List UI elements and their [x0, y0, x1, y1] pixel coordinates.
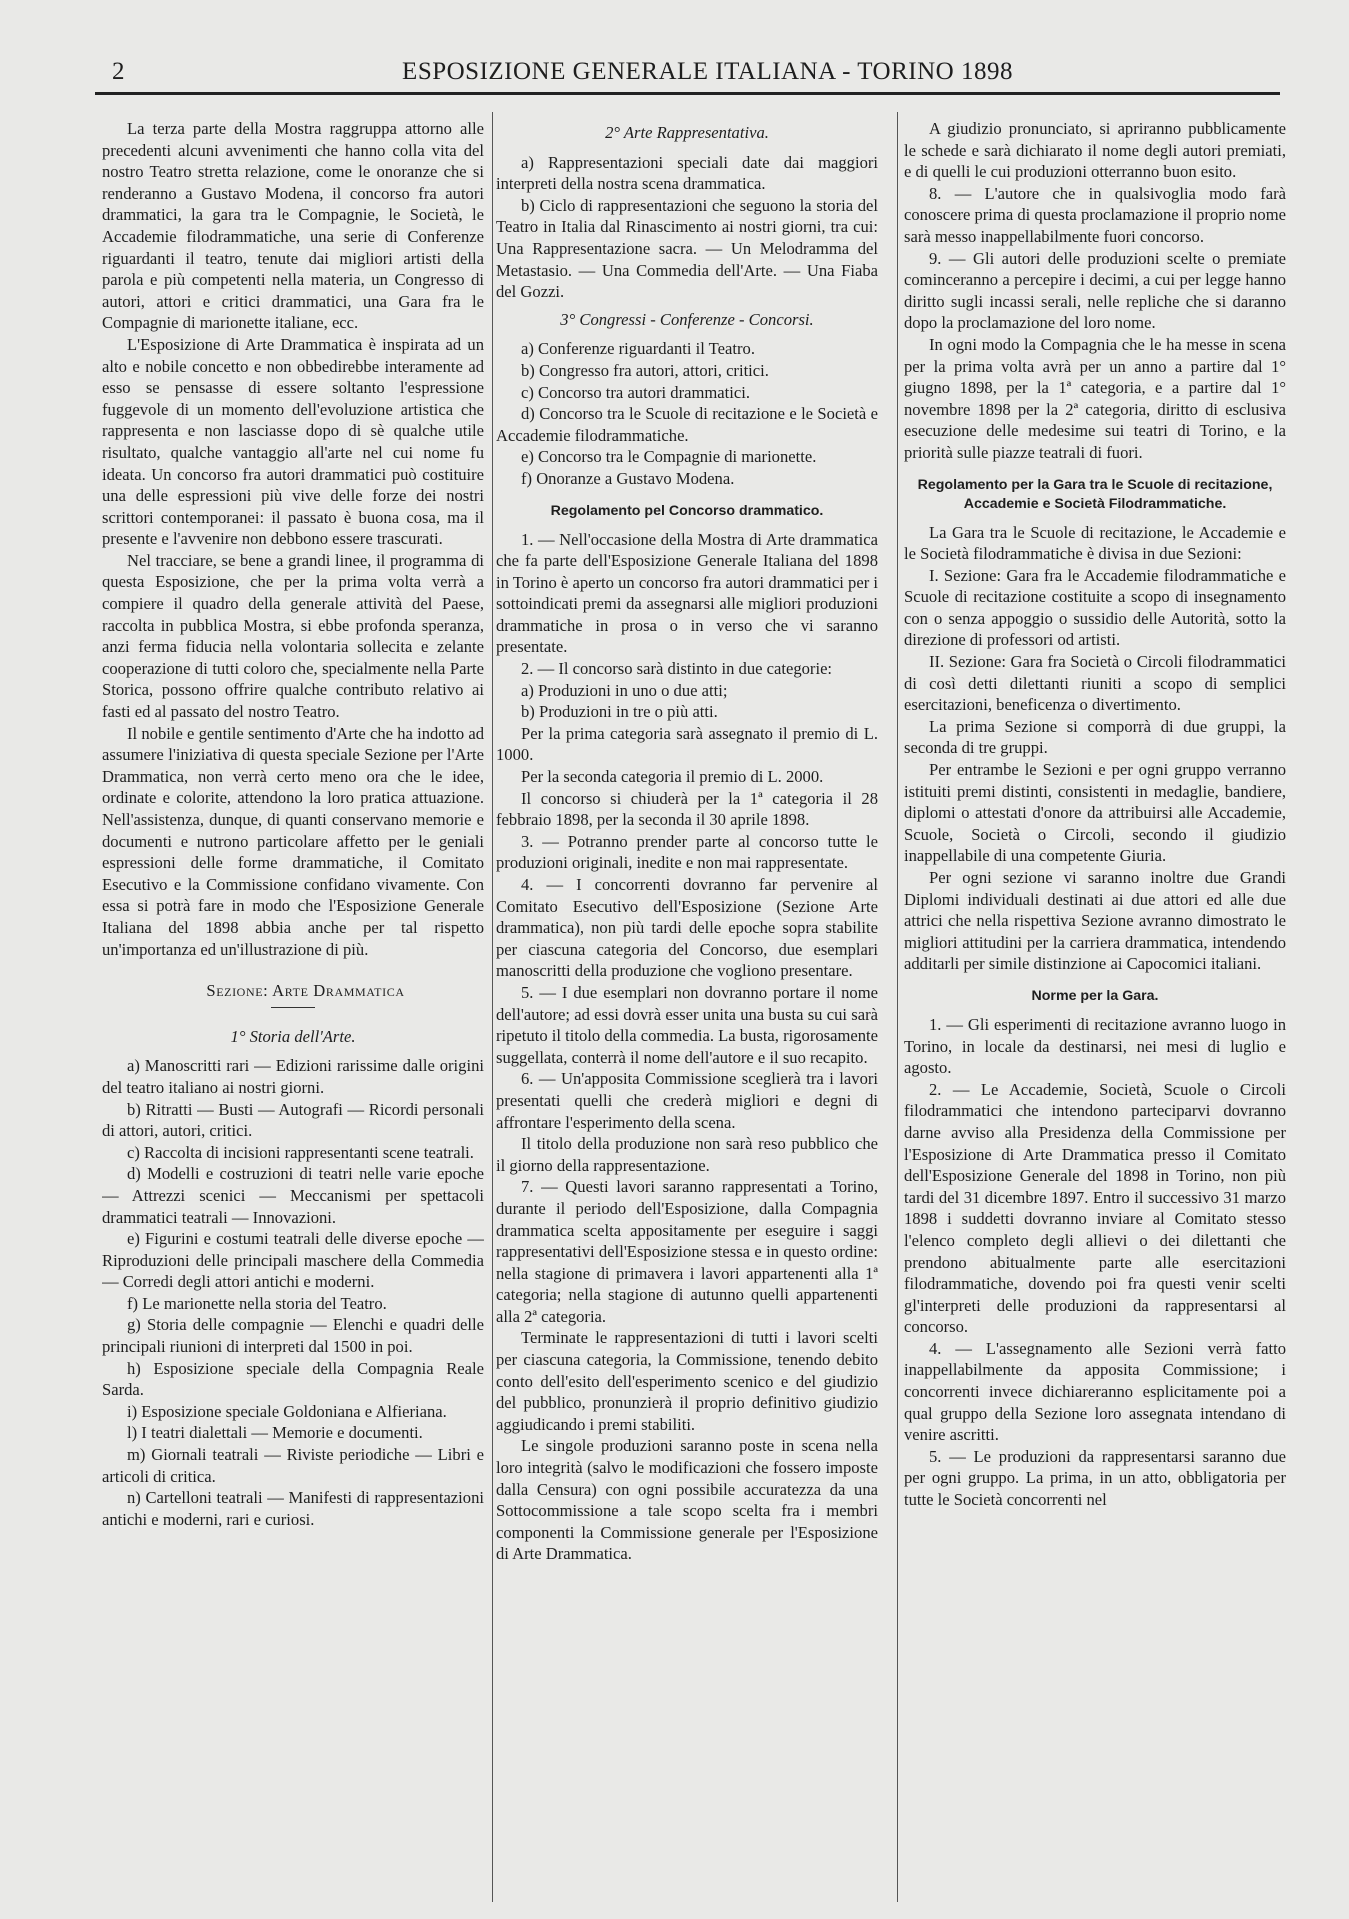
paragraph: Il titolo della produzione non sarà reso pubblico che il giorno della rappresentazione. [496, 1134, 878, 1175]
paragraph: La terza parte della Mostra raggruppa attorno alle precedenti alcuni avvenimenti che hanno colla vita del nostro Teatro stretta relazione, come le onoranze che si renderanno a Gustavo Modena, il concorso fra autori drammatici, la gara tra le Compagnie, le Società, le Accademie filodrammatiche, una serie di Conferenze riguardanti il teatro, tenute dai migliori artisti della parola e più competenti nella materia, un Congresso di autori, attori e critici drammatici, una Gara fra le Compagnie di marionette italiane, ecc. [102, 119, 484, 333]
paragraph: Per la prima categoria sarà assegnato il premio di L. 1000. [496, 723, 878, 765]
list-item: f) Onoranze a Gustavo Modena. [521, 468, 735, 488]
paragraph: Per ogni sezione vi saranno inoltre due Grandi Diplomi individuali destinati ai due attori ed alle due attrici che nella rispettiva Sezione avranno dimostrato le migliori attitudini per la carriera drammatica, intendendo additarli per simile distinzione ai Capocomici italiani. [904, 868, 1286, 974]
paragraph: 6. — Un'apposita Commissione sceglierà tra i lavori presentati quelli che crederà migliori e degni di affrontare l'esperimento della scena. [496, 1069, 878, 1132]
section-heading: Regolamento pel Concorso drammatico. [550, 502, 824, 519]
paragraph: In ogni modo la Compagnia che le ha messe in scena per la prima volta avrà per un anno a partire dal 1° giugno 1898, per la 1ª categoria, e a partire dal 1° novembre 1898 per la 2ª categoria, diritto di esclusiva esecuzione delle medesime sui teatri di Torino, e la priorità sulle piazze teatrali di fuori. [904, 334, 1286, 462]
short-rule [271, 1007, 315, 1008]
paragraph: 3. — Potranno prender parte al concorso tutte le produzioni originali, inedite e non mai rappresentate. [496, 831, 878, 873]
list-item: g) Storia delle compagnie — Elenchi e quadri delle principali riunioni di interpreti dal 1500 in poi. [102, 1315, 484, 1357]
column-1 [102, 118, 484, 1898]
paragraph: Terminate le rappresentazioni di tutti i lavori scelti per ciascuna categoria, la Commissione, tenendo debito conto dell'esito dell'esperimento scenico e del giudizio del pubblico, pronunzierà il proprio definitivo giudizio aggiudicando i premi stabiliti. [496, 1328, 878, 1434]
paragraph: 2. — Il concorso sarà distinto in due categorie: [521, 659, 833, 679]
paragraph: 7. — Questi lavori saranno rappresentati a Torino, durante il periodo dell'Esposizione, dalla Compagnia drammatica scelta appositamente per eseguire i saggi rappresentativi dell'Esposizione stessa e in questo ordine: nella stagione di primavera i lavori appartenenti alla 1ª categoria; nella stagione di autunno quelli appartenenti alla 2ª categoria. [496, 1177, 878, 1326]
page-header [95, 50, 1280, 94]
paragraph: Per la seconda categoria il premio di L. 2000. [521, 767, 824, 787]
paragraph: A giudizio pronunciato, si apriranno pubblicamente le schede e sarà dichiarato il nome degli autori premiati, e di quelli le cui produzioni otterranno buon esito. [904, 119, 1286, 182]
paragraph: 8. — L'autore che in qualsivoglia modo farà conoscere prima di questa proclamazione il proprio nome sarà messo inappellabilmente fuori concorso. [904, 183, 1286, 246]
header-rule [95, 92, 1280, 95]
section-title: Sezione: Arte Drammatica [206, 981, 405, 1001]
list-item: d) Concorso tra le Scuole di recitazione e le Società e Accademie filodrammatiche. [496, 404, 878, 445]
paragraph: I. Sezione: Gara fra le Accademie filodrammatiche e Scuole di recitazione costituite a scopo di insegnamento con o senza appoggio o sussidio delle Autorità, sotto la direzione di professori od artisti. [904, 565, 1286, 650]
list-item: a) Conferenze riguardanti il Teatro. [521, 339, 755, 359]
list-item: i) Esposizione speciale Goldoniana e Alfieriana. [127, 1401, 447, 1421]
list-item: h) Esposizione speciale della Compagnia Reale Sarda. [102, 1358, 484, 1400]
paragraph: 4. — L'assegnamento alle Sezioni verrà fatto inappellabilmente da apposita Commissione; i concorrenti invece dichiareranno esplicitamente poi a qual gruppo della Sezione loro assegnata intendano di venire ascritti. [904, 1338, 1286, 1445]
paragraph: 1. — Gli esperimenti di recitazione avranno luogo in Torino, in locale da destinarsi, nei mesi di luglio e agosto. [904, 1014, 1286, 1078]
column-separator [492, 112, 493, 1902]
section-heading: Norme per la Gara. [1031, 987, 1159, 1004]
column-3 [904, 118, 1286, 1898]
list-item: m) Giornali teatrali — Riviste periodiche — Libri e articoli di critica. [102, 1445, 484, 1486]
subsection-title: 3° Congressi - Conferenze - Concorsi. [560, 309, 814, 329]
list-item: b) Ciclo di rappresentazioni che seguono la storia del Teatro in Italia dal Rinascimento ai nostri giorni, tra cui: Una Rappresentazione sacra. — Un Melodramma del Metastasio. — Una Commedia dell'Arte. — Una Fiaba del Gozzi. [496, 195, 878, 302]
paragraph: 2. — Le Accademie, Società, Scuole o Circoli filodrammatici che intendono parteciparvi dovranno darne avviso alla Presidenza della Commissione per l'Esposizione di Arte Drammatica presso il Comitato dell'Esposizione Generale del 1898 in Torino, non più tardi del 31 dicembre 1897. Entro il successivo 31 marzo 1898 i suddetti dovranno inviare al Comitato stesso l'elenco completo degli allievi o dei dilettanti che prendono abitualmente parte alle esercitazioni filodrammatiche, dovendo poi fra questi venir scelti gl'interpreti delle produzioni da rappresentarsi al concorso. [904, 1079, 1286, 1337]
list-item: e) Figurini e costumi teatrali delle diverse epoche — Riproduzioni delle principali maschere della Commedia — Corredi degli attori antichi e moderni. [102, 1229, 484, 1292]
section-heading: Regolamento per la Gara tra le Scuole di recitazione, Accademie e Società Filodrammatiche. [917, 476, 1273, 512]
subsection-title: 1° Storia dell'Arte. [230, 1026, 356, 1046]
paragraph: La Gara tra le Scuole di recitazione, le Accademie e le Società filodrammatiche è divisa in due Sezioni: [904, 522, 1286, 564]
paragraph: Le singole produzioni saranno poste in scena nella loro integrità (salvo le modificazioni che fossero imposte dalla Censura) con ogni possibile accuratezza da una Sottocommissione a tale scopo scelta fra i membri componenti la Commissione generale per l'Esposizione di Arte Drammatica. [496, 1436, 878, 1564]
paragraph: 5. — I due esemplari non dovranno portare il nome dell'autore; ad essi dovrà esser unita una busta su cui sarà ripetuto il titolo della commedia. La busta, rigorosamente suggellata, conterrà il nome dell'autore e il suo recapito. [496, 982, 878, 1067]
paragraph: 9. — Gli autori delle produzioni scelte o premiate cominceranno a percepire i decimi, a cui per legge hanno diritto sugli incassi serali, nelle repliche che si daranno dopo la proclamazione del loro nome. [904, 248, 1286, 333]
list-item: c) Concorso tra autori drammatici. [521, 382, 751, 402]
list-item: a) Rappresentazioni speciali date dai maggiori interpreti della nostra scena drammatica. [496, 152, 878, 194]
list-item: a) Manoscritti rari — Edizioni rarissime dalle origini del teatro italiano ai nostri giorni. [102, 1056, 484, 1097]
page-number: 2 [112, 58, 125, 85]
paragraph: Il nobile e gentile sentimento d'Arte che ha indotto ad assumere l'iniziativa di questa speciale Sezione per l'Arte Drammatica, non verrà certo meno ora che le idee, ordinate e colorite, attendono la loro pratica attuazione. Nell'assistenza, dunque, di quanti conservano memorie e documenti e nutrono particolare affetto per le geniali espressioni delle forme drammatiche, il Comitato Esecutivo e la Commissione confidano vivamente. Con essa si potrà fare in modo che l'Esposizione Generale Italiana del 1898 abbia anche per tal rispetto un'importanza ed un'illustrazione di più. [102, 723, 484, 959]
paragraph: II. Sezione: Gara fra Società o Circoli filodrammatici di così detti dilettanti riuniti a scopo di semplici esercitazioni, beneficenza o divertimento. [904, 652, 1286, 715]
running-title: ESPOSIZIONE GENERALE ITALIANA - TORINO 1898 [402, 58, 1013, 85]
list-item: b) Congresso fra autori, attori, critici. [521, 360, 769, 380]
paragraph: b) Produzioni in tre o più atti. [521, 702, 718, 722]
list-item: b) Ritratti — Busti — Autografi — Ricordi personali di attori, autori, critici. [102, 1099, 484, 1141]
paragraph: Per entrambe le Sezioni e per ogni gruppo verranno istituiti premi distinti, consistenti in medaglie, bandiere, diplomi o attestati d'onore da attribuirsi alle Accademie, Scuole, Società o Circoli, secondo il giudizio inappellabile di una competente Giuria. [904, 760, 1286, 866]
column-2 [496, 118, 878, 1898]
list-item: l) I teatri dialettali — Memorie e documenti. [127, 1423, 423, 1443]
list-item: d) Modelli e costruzioni di teatri nelle varie epoche — Attrezzi scenici — Meccanismi per spettacoli drammatici teatrali — Innovazioni. [102, 1164, 484, 1227]
paragraph: a) Produzioni in uno o due atti; [521, 680, 728, 700]
list-item: c) Raccolta di incisioni rappresentanti scene teatrali. [127, 1142, 474, 1162]
paragraph: 4. — I concorrenti dovranno far pervenire al Comitato Esecutivo dell'Esposizione (Sezione Arte drammatica), non più tardi delle epoche sopra stabilite per ciascuna categoria del Concorso, due esemplari manoscritti della produzione che vogliono presentare. [496, 875, 878, 981]
paragraph: La prima Sezione si comporrà di due gruppi, la seconda di tre gruppi. [904, 716, 1286, 758]
paragraph: Il concorso si chiuderà per la 1ª categoria il 28 febbraio 1898, per la seconda il 30 aprile 1898. [496, 788, 878, 830]
column-separator [897, 112, 898, 1902]
paragraph: 1. — Nell'occasione della Mostra di Arte drammatica che fa parte dell'Esposizione Generale Italiana del 1898 in Torino è aperto un concorso fra autori drammatici per i sottoindicati premi da assegnarsi alle migliori produzioni drammatiche in prosa o in verso che vi saranno presentate. [496, 529, 878, 657]
paragraph: Nel tracciare, se bene a grandi linee, il programma di questa Esposizione, che per la prima volta verrà a compiere il quadro della generale attività del Paese, raccolta in pubblica Mostra, si ebbe profonda speranza, anzi ferma fiducia nella volontaria sollecita e zelante cooperazione di tutti coloro che, specialmente nella Parte Storica, possono offrire qualche contributo relativo ai fasti ed al passato del nostro Teatro. [102, 550, 484, 722]
list-item: f) Le marionette nella storia del Teatro. [127, 1293, 387, 1313]
subsection-title: 2° Arte Rappresentativa. [605, 123, 769, 142]
list-item: n) Cartelloni teatrali — Manifesti di rappresentazioni antichi e moderni, rari e curiosi. [102, 1488, 484, 1529]
paragraph: L'Esposizione di Arte Drammatica è inspirata ad un alto e nobile concetto e non obbedirebbe interamente ad esso se pensasse di essere soltanto l'espressione fuggevole di un momento dell'evoluzione artistica che rappresenta e non lasciasse dopo di sè qualche utile risultato, qualche vantaggio all'arte nel cui nome fu ideata. Un concorso fra autori drammatici può costituire una delle espressioni più vive delle forze dei nostri scrittori contemporanei: il passato è buona cosa, ma il presente e l'avvenire non debbono essere trascurati. [102, 334, 484, 549]
list-item: e) Concorso tra le Compagnie di marionette. [521, 447, 817, 467]
paragraph: 5. — Le produzioni da rappresentarsi saranno due per ogni gruppo. La prima, in un atto, obbligatoria per tutte le Società concorrenti nel [904, 1446, 1286, 1510]
